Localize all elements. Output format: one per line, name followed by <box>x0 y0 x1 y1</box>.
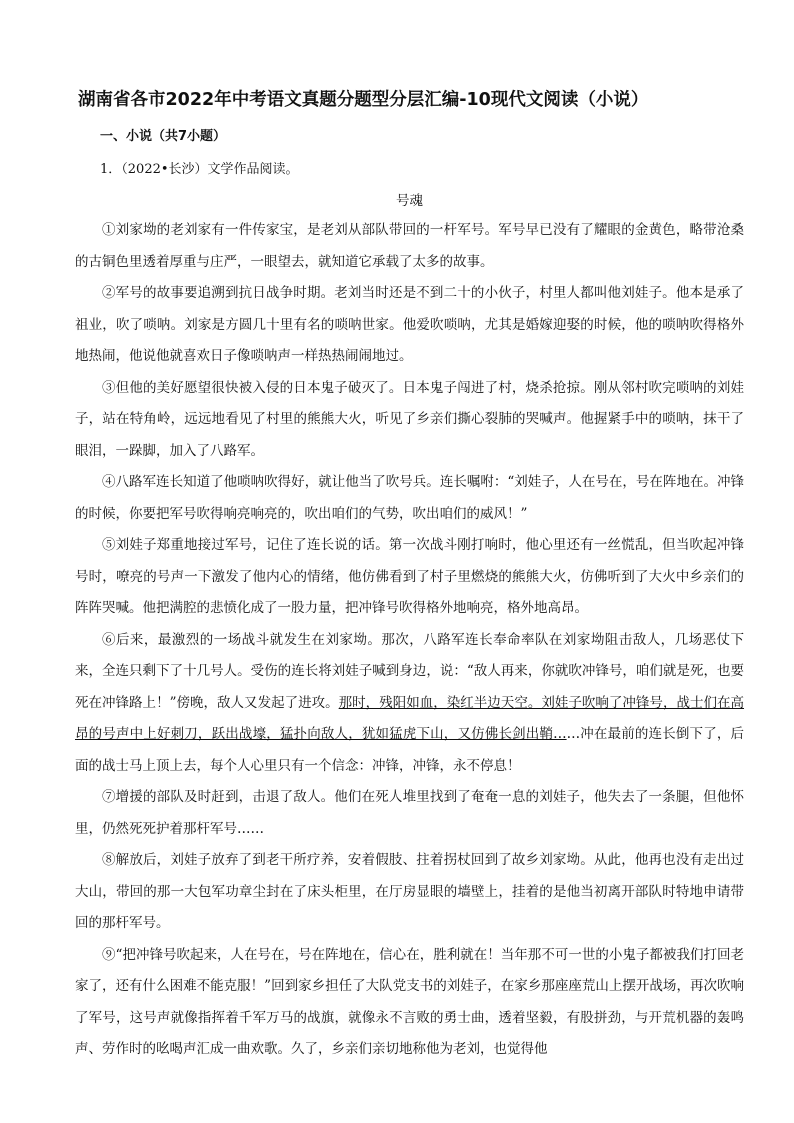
paragraph-9: ⑨“把冲锋号吹起来，人在号在，号在阵地在，信心在，胜利就在！当年那不可一世的小鬼子都被我们打回老家了，还有什么困难不能克服！”回到家乡担任了大队党支书的刘娃子，在家乡那座座荒山上摆开战场，再次吹响了军号，这号声就像指挥着千军万马的战旗，就像永不言败的勇士曲，透着坚毅，有股拼劲，与开荒机器的轰鸣声、劳作时的吆喝声汇成一曲欢歌。久了，乡亲们亲切地称他为老刘，也觉得他 <box>75 946 744 1057</box>
paragraph-4: ④八路军连长知道了他唢呐吹得好，就让他当了吹号兵。连长嘱咐：“刘娃子，人在号在，号在阵地在。冲锋的时候，你要把军号吹得响亮响亮的，吹出咱们的气势，吹出咱们的威风！” <box>75 474 744 522</box>
paragraph-6-text: ⑥后来，最激烈的一场战斗就发生在刘家坳。那次，八路军连长奉命率队在刘家坳阻击敌人，几场恶仗下来，全连只剩下了十几号人。受伤的连长将刘娃子喊到身边，说：“敌人再来，你就吹冲锋号，咱们就是死，也要死在冲锋路上！”傍晚，敌人又发起了进攻。 <box>75 631 744 711</box>
paragraph-3: ③但他的美好愿望很快被入侵的日本鬼子破灭了。日本鬼子闯进了村，烧杀抢掠。刚从邻村吹完唢呐的刘娃子，站在特角岭，远远地看见了村里的熊熊大火，听见了乡亲们撕心裂肺的哭喊声。他握紧手中的唢呐，抹干了眼泪，一跺脚，加入了八路军。 <box>75 379 744 459</box>
section-heading: 一、小说（共7小题） <box>100 129 227 144</box>
paragraph-6-ending: …冲在最前的连长倒下了，后面的战士马上顶上去，每个人心里只有一个信念：冲锋，冲锋，永不停息！ <box>75 726 745 774</box>
underlined-passage: 那时，残阳如血，染红半边天空。刘娃子吹响了冲锋号，战士们在高昂的号声中上好刺刀，跃出战壕，猛扑向敌人，犹如猛虎下山，又仿佛长剑出鞘… <box>75 694 745 742</box>
paragraph-7: ⑦增援的部队及时赶到，击退了敌人。他们在死人堆里找到了奄奄一息的刘娃子，他失去了一条腿，但他怀里，仍然死死护着那杆军号…… <box>75 789 744 837</box>
paragraph-5: ⑤刘娃子郑重地接过军号，记住了连长说的话。第一次战斗刚打响时，他心里还有一丝慌乱，但当吹起冲锋号时，嘹亮的号声一下激发了他内心的情绪，他仿佛看到了村子里燃烧的熊熊大火，仿佛听到了大火中乡亲们的阵阵哭喊。他把满腔的悲愤化成了一股力量，把冲锋号吹得格外地响亮，格外地高昂。 <box>75 537 744 616</box>
paragraph-2: ②军号的故事要追溯到抗日战争时期。老刘当时还是不到二十的小伙子，村里人都叫他刘娃子。他本是承了祖业，吹了唢呐。刘家是方圆几十里有名的唢呐世家。他爱吹唢呐，尤其是婚嫁迎娶的时候，他的唢呐吹得格外地热闹，他说他就喜欢日子像唢呐声一样热热闹闹地过。 <box>75 285 744 364</box>
document-title: 湖南省各市2022年中考语文真题分题型分层汇编-10现代文阅读（小说） <box>78 90 649 110</box>
paragraph-6 <box>75 625 744 783</box>
paragraph-1: ①刘家坳的老刘家有一件传家宝，是老刘从部队带回的一杆军号。军号早已没有了耀眼的金黄色，略带沧桑的古铜色里透着厚重与庄严，一眼望去，就知道它承载了太多的故事。 <box>75 222 744 270</box>
paragraph-8: ⑧解放后，刘娃子放弃了到老干所疗养，安着假肢、拄着拐杖回到了故乡刘家坳。从此，他再也没有走出过大山，带回的那一大包军功章尘封在了床头柜里，在厅房显眼的墙壁上，挂着的是他当初离开部队时特地申请带回的那杆军号。 <box>75 852 744 931</box>
story-title: 号魂 <box>396 193 423 209</box>
question-intro: 1．（2022•长沙）文学作品阅读。 <box>100 162 299 177</box>
